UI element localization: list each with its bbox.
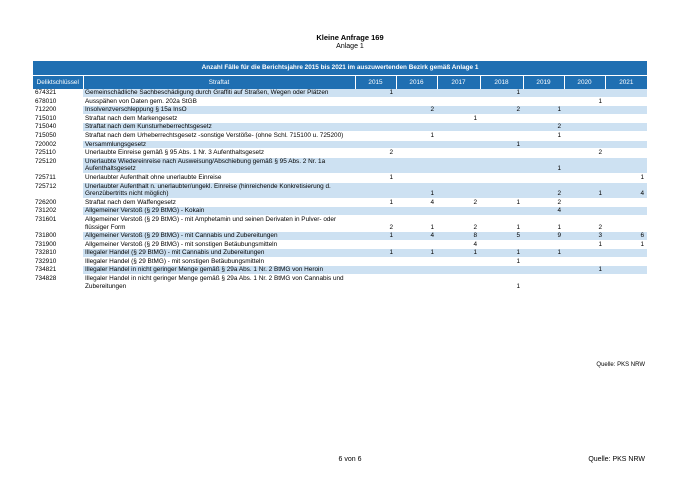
table-row — [33, 232, 647, 241]
case-count — [355, 266, 396, 275]
case-count — [396, 89, 437, 97]
case-count — [396, 275, 437, 291]
offense-label: Ausspähen von Daten gem. 202a StGB — [83, 97, 355, 106]
table-row — [33, 149, 647, 158]
case-count — [355, 97, 396, 106]
case-count — [355, 182, 396, 198]
source-note: Quelle: PKS NRW — [596, 362, 645, 368]
case-count — [605, 149, 647, 158]
case-count — [564, 123, 605, 132]
offense-label: Illegaler Handel (§ 29 BtMG) - mit Cannabis und Zubereitungen — [83, 249, 355, 258]
offense-key: 734828 — [33, 275, 83, 291]
table-row — [33, 114, 647, 123]
case-count — [523, 240, 564, 249]
case-count: 2 — [437, 215, 480, 231]
offense-label: Unerlaubter Aufenthalt ohne unerlaubte Einreise — [83, 173, 355, 182]
table-row — [33, 89, 647, 97]
case-count: 1 — [523, 106, 564, 115]
case-count: 1 — [480, 198, 523, 207]
case-count — [480, 173, 523, 182]
offense-key: 678010 — [33, 97, 83, 106]
case-count — [605, 140, 647, 149]
table-row — [33, 97, 647, 106]
case-count — [396, 173, 437, 182]
table-row — [33, 275, 647, 291]
case-count — [437, 207, 480, 216]
case-count — [437, 182, 480, 198]
case-count: 4 — [523, 207, 564, 216]
case-count: 1 — [480, 89, 523, 97]
case-count — [523, 275, 564, 291]
case-count — [605, 157, 647, 173]
case-count: 1 — [564, 97, 605, 106]
case-count: 4 — [605, 182, 647, 198]
case-count — [437, 275, 480, 291]
case-count — [564, 106, 605, 115]
case-count — [396, 157, 437, 173]
case-count — [480, 131, 523, 140]
column-header: 2019 — [523, 76, 564, 90]
case-count: 1 — [523, 131, 564, 140]
offense-label: Unerlaubte Einreise gemäß § 95 Abs. 1 Nr. 3 Aufenthaltsgesetz — [83, 149, 355, 158]
table-row — [33, 240, 647, 249]
column-header: 2016 — [396, 76, 437, 90]
case-count — [396, 97, 437, 106]
offense-label: Straftat nach dem Kunsturheberrechtsgesetz — [83, 123, 355, 132]
case-count: 1 — [605, 240, 647, 249]
offense-key: 725712 — [33, 182, 83, 198]
case-count — [480, 207, 523, 216]
case-count — [437, 131, 480, 140]
case-count: 1 — [523, 215, 564, 231]
case-count: 2 — [480, 106, 523, 115]
case-count — [480, 97, 523, 106]
case-count: 1 — [355, 232, 396, 241]
case-count — [437, 266, 480, 275]
case-count — [396, 140, 437, 149]
case-count — [564, 275, 605, 291]
offense-key: 715050 — [33, 131, 83, 140]
case-count — [437, 157, 480, 173]
offense-key: 725110 — [33, 149, 83, 158]
table-row — [33, 198, 647, 207]
case-count — [480, 182, 523, 198]
case-count — [480, 240, 523, 249]
case-count — [480, 114, 523, 123]
table-row — [33, 106, 647, 115]
document-subtitle: Anlage 1 — [336, 43, 364, 50]
case-count — [355, 240, 396, 249]
offense-label: Illegaler Handel in nicht geringer Menge gemäß § 29a Abs. 1 Nr. 2 BtMG von Cannabis und Zubereitungen — [83, 275, 355, 291]
case-count — [480, 149, 523, 158]
table-row — [33, 249, 647, 258]
case-count: 1 — [480, 249, 523, 258]
case-count: 2 — [523, 182, 564, 198]
table-row — [33, 123, 647, 132]
case-count: 8 — [437, 232, 480, 241]
case-count — [564, 198, 605, 207]
case-count — [523, 97, 564, 106]
offense-label: Straftat nach dem Waffengesetz — [83, 198, 355, 207]
case-count: 4 — [396, 232, 437, 241]
case-count — [355, 257, 396, 266]
case-count — [564, 131, 605, 140]
table-row — [33, 140, 647, 149]
table-banner-row — [33, 61, 647, 76]
case-count: 6 — [605, 232, 647, 241]
offense-key: 732910 — [33, 257, 83, 266]
table-row — [33, 266, 647, 275]
case-count — [605, 123, 647, 132]
case-count: 1 — [564, 240, 605, 249]
table-row — [33, 182, 647, 198]
column-header: 2017 — [437, 76, 480, 90]
case-count: 3 — [564, 232, 605, 241]
offense-label: Straftat nach dem Urheberrechtsgesetz -sonstige Verstöße- (ohne Schl. 715100 u. 725200) — [83, 131, 355, 140]
offense-key: 715040 — [33, 123, 83, 132]
case-count — [480, 266, 523, 275]
case-count: 1 — [564, 266, 605, 275]
case-count — [564, 89, 605, 97]
case-count — [396, 123, 437, 132]
case-count — [605, 97, 647, 106]
case-count — [605, 275, 647, 291]
case-count — [355, 114, 396, 123]
case-count — [437, 89, 480, 97]
case-count: 2 — [523, 123, 564, 132]
case-count — [355, 140, 396, 149]
case-count: 1 — [523, 249, 564, 258]
case-count: 1 — [605, 173, 647, 182]
case-count — [523, 173, 564, 182]
case-count — [355, 207, 396, 216]
case-count: 1 — [396, 182, 437, 198]
case-count: 1 — [480, 215, 523, 231]
offense-label: Allgemeiner Verstoß (§ 29 BtMG) - mit Cannabis und Zubereitungen — [83, 232, 355, 241]
case-count: 2 — [396, 106, 437, 115]
offense-label: Allgemeiner Verstoß (§ 29 BtMG) - Kokain — [83, 207, 355, 216]
offense-key: 720002 — [33, 140, 83, 149]
case-count — [396, 257, 437, 266]
column-header: 2018 — [480, 76, 523, 90]
case-count — [396, 149, 437, 158]
case-count — [605, 198, 647, 207]
offense-label: Illegaler Handel in nicht geringer Menge gemäß § 29a Abs. 1 Nr. 2 BtMG von Heroin — [83, 266, 355, 275]
case-count — [355, 131, 396, 140]
case-count: 2 — [523, 198, 564, 207]
case-count — [523, 89, 564, 97]
case-count — [437, 140, 480, 149]
table-row — [33, 257, 647, 266]
case-count — [605, 106, 647, 115]
offense-key: 674321 — [33, 89, 83, 97]
case-count — [564, 207, 605, 216]
offense-key: 731601 — [33, 215, 83, 231]
offense-label: Illegaler Handel (§ 29 BtMG) - mit sonstigen Betäubungsmitteln — [83, 257, 355, 266]
case-count: 1 — [437, 114, 480, 123]
case-count — [437, 149, 480, 158]
table-banner: Anzahl Fälle für die Berichtsjahre 2015 bis 2021 im auszuwertenden Bezirk gemäß Anlage 1 — [33, 61, 647, 76]
case-count — [605, 131, 647, 140]
case-count — [605, 114, 647, 123]
case-count: 2 — [355, 149, 396, 158]
case-count: 2 — [355, 215, 396, 231]
case-count — [437, 173, 480, 182]
case-count — [605, 215, 647, 231]
footer-source: Quelle: PKS NRW — [588, 456, 645, 463]
case-count: 4 — [396, 198, 437, 207]
crime-statistics-table — [33, 61, 647, 291]
case-count — [396, 114, 437, 123]
case-count: 2 — [564, 215, 605, 231]
column-header: Straftat — [83, 76, 355, 90]
offense-key: 731202 — [33, 207, 83, 216]
case-count: 1 — [396, 215, 437, 231]
case-count: 1 — [355, 173, 396, 182]
case-count: 1 — [396, 131, 437, 140]
case-count — [564, 173, 605, 182]
case-count — [437, 97, 480, 106]
case-count: 1 — [355, 249, 396, 258]
case-count — [480, 123, 523, 132]
case-count — [523, 149, 564, 158]
case-count: 9 — [523, 232, 564, 241]
case-count — [564, 157, 605, 173]
case-count: 1 — [480, 275, 523, 291]
case-count: 1 — [355, 198, 396, 207]
table-row — [33, 215, 647, 231]
table-row — [33, 173, 647, 182]
case-count — [355, 106, 396, 115]
column-header: 2020 — [564, 76, 605, 90]
case-count — [523, 266, 564, 275]
offense-key: 725711 — [33, 173, 83, 182]
case-count: 1 — [480, 257, 523, 266]
offense-key: 732810 — [33, 249, 83, 258]
case-count: 2 — [564, 149, 605, 158]
offense-label: Versammlungsgesetz — [83, 140, 355, 149]
case-count: 1 — [480, 140, 523, 149]
column-header: Deliktschlüssel — [33, 76, 83, 90]
case-count: 1 — [523, 157, 564, 173]
offense-label: Allgemeiner Verstoß (§ 29 BtMG) - mit Amphetamin und seinen Derivaten in Pulver- oder flüssiger Form — [83, 215, 355, 231]
case-count: 5 — [480, 232, 523, 241]
offense-key: 715010 — [33, 114, 83, 123]
offense-key: 731900 — [33, 240, 83, 249]
document-title: Kleine Anfrage 169 — [316, 33, 384, 42]
offense-label: Gemeinschädliche Sachbeschädigung durch Graffiti auf Straßen, Wegen oder Plätzen — [83, 89, 355, 97]
case-count — [564, 249, 605, 258]
case-count — [605, 207, 647, 216]
case-count: 1 — [396, 249, 437, 258]
case-count — [523, 114, 564, 123]
case-count — [396, 207, 437, 216]
case-count — [605, 249, 647, 258]
offense-key: 734821 — [33, 266, 83, 275]
offense-key: 731800 — [33, 232, 83, 241]
case-count — [396, 240, 437, 249]
table-row — [33, 131, 647, 140]
page-number: 6 von 6 — [338, 456, 362, 463]
offense-label: Insolvenzverschleppung § 15a InsO — [83, 106, 355, 115]
table-row — [33, 207, 647, 216]
offense-label: Unerlaubter Aufenthalt n. unerlaubter/ungekl. Einreise (hinreichende Konkretisierung d. Grenzübertritts nicht möglich) — [83, 182, 355, 198]
case-count — [355, 157, 396, 173]
case-count — [564, 257, 605, 266]
offense-label: Straftat nach dem Markengesetz — [83, 114, 355, 123]
case-count — [355, 275, 396, 291]
case-count — [355, 123, 396, 132]
case-count: 1 — [437, 249, 480, 258]
column-header: 2015 — [355, 76, 396, 90]
case-count: 2 — [437, 198, 480, 207]
case-count: 1 — [355, 89, 396, 97]
table-row — [33, 157, 647, 173]
offense-key: 726200 — [33, 198, 83, 207]
case-count — [605, 266, 647, 275]
case-count — [437, 106, 480, 115]
case-count — [480, 157, 523, 173]
offense-key: 712200 — [33, 106, 83, 115]
case-count — [437, 257, 480, 266]
case-count: 4 — [437, 240, 480, 249]
case-count — [523, 140, 564, 149]
case-count — [523, 257, 564, 266]
case-count — [437, 123, 480, 132]
offense-key: 725120 — [33, 157, 83, 173]
case-count — [396, 266, 437, 275]
case-count — [605, 89, 647, 97]
table-header-row — [33, 76, 647, 90]
case-count — [605, 257, 647, 266]
offense-label: Allgemeiner Verstoß (§ 29 BtMG) - mit sonstigen Betäubungsmitteln — [83, 240, 355, 249]
case-count — [564, 140, 605, 149]
offense-label: Unerlaubte Wiedereinreise nach Ausweisung/Abschiebung gemäß § 95 Abs. 2 Nr. 1a Aufenthaltsgesetz — [83, 157, 355, 173]
case-count: 1 — [564, 182, 605, 198]
column-header: 2021 — [605, 76, 647, 90]
case-count — [564, 114, 605, 123]
